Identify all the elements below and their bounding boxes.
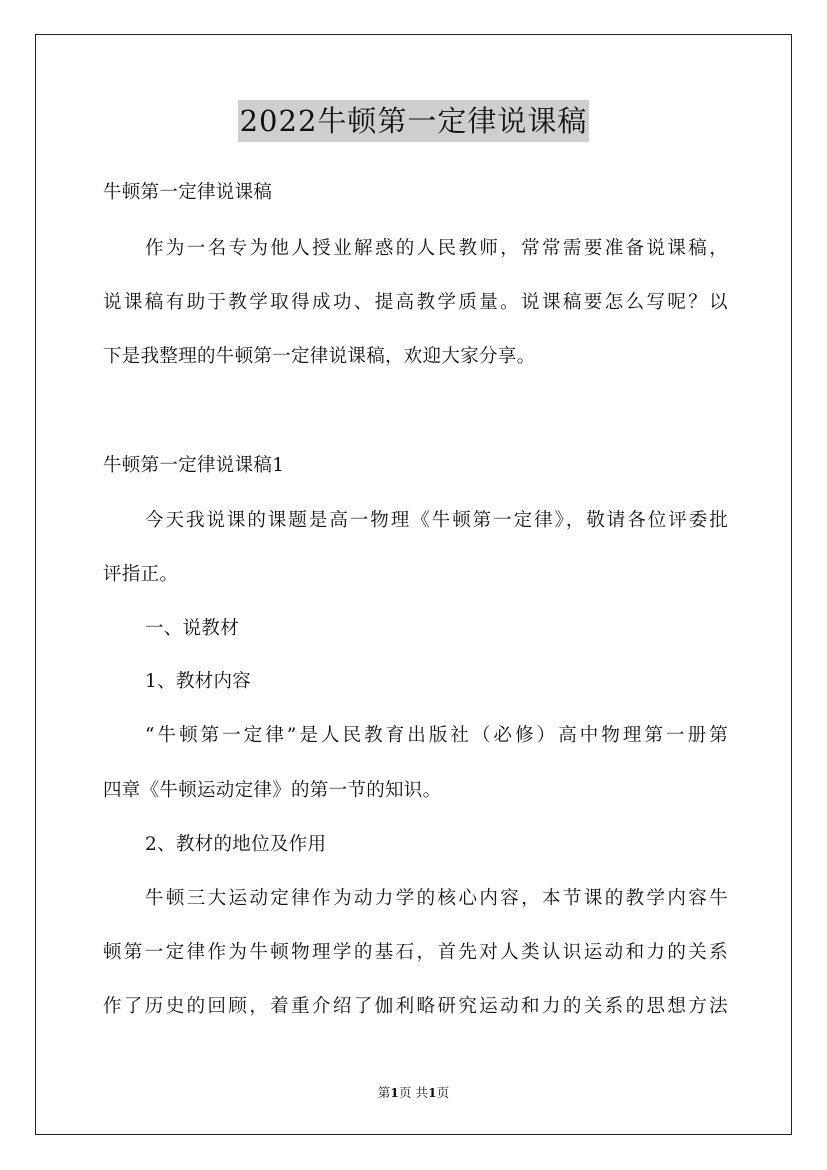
paragraph-line: 今天我说课的课题是高一物理《牛顿第一定律》，敬请各位评委批 xyxy=(145,510,728,531)
section-heading: 一、说教材 xyxy=(145,618,240,639)
footer-middle: 页 共 xyxy=(399,1085,428,1100)
subtitle: 牛顿第一定律说课稿 xyxy=(103,182,273,203)
paragraph-line: 顿第一定律作为牛顿物理学的基石，首先对人类认识运动和力的关系 xyxy=(103,942,728,963)
footer-total-number: 1 xyxy=(427,1085,437,1100)
title-container xyxy=(0,100,827,142)
footer-prefix: 第 xyxy=(377,1085,391,1100)
paragraph-line: 作了历史的回顾，着重介绍了伽利略研究运动和力的关系的思想方法 xyxy=(103,996,728,1017)
paragraph-line: 下是我整理的牛顿第一定律说课稿，欢迎大家分享。 xyxy=(103,346,536,367)
section-heading: 1、教材内容 xyxy=(145,671,252,692)
paragraph-line: 作为一名专为他人授业解惑的人民教师，常常需要准备说课稿， xyxy=(145,238,728,259)
page-title: 2022牛顿第一定律说课稿 xyxy=(238,100,590,142)
footer-suffix: 页 xyxy=(436,1085,450,1100)
paragraph-line: 说课稿有助于教学取得成功、提高教学质量。说课稿要怎么写呢？以 xyxy=(103,292,728,313)
section-heading: 2、教材的地位及作用 xyxy=(145,834,327,855)
section-heading: 牛顿第一定律说课稿1 xyxy=(103,455,285,476)
footer-page-number: 1 xyxy=(390,1085,399,1100)
paragraph-line: 四章《牛顿运动定律》的第一节的知识。 xyxy=(103,780,442,801)
paragraph-line: 评指正。 xyxy=(103,564,179,585)
paragraph-line: “牛顿第一定律”是人民教育出版社（必修）高中物理第一册第 xyxy=(145,725,728,746)
page-footer xyxy=(0,1084,827,1102)
paragraph-line: 牛顿三大运动定律作为动力学的核心内容，本节课的教学内容牛 xyxy=(145,888,728,909)
